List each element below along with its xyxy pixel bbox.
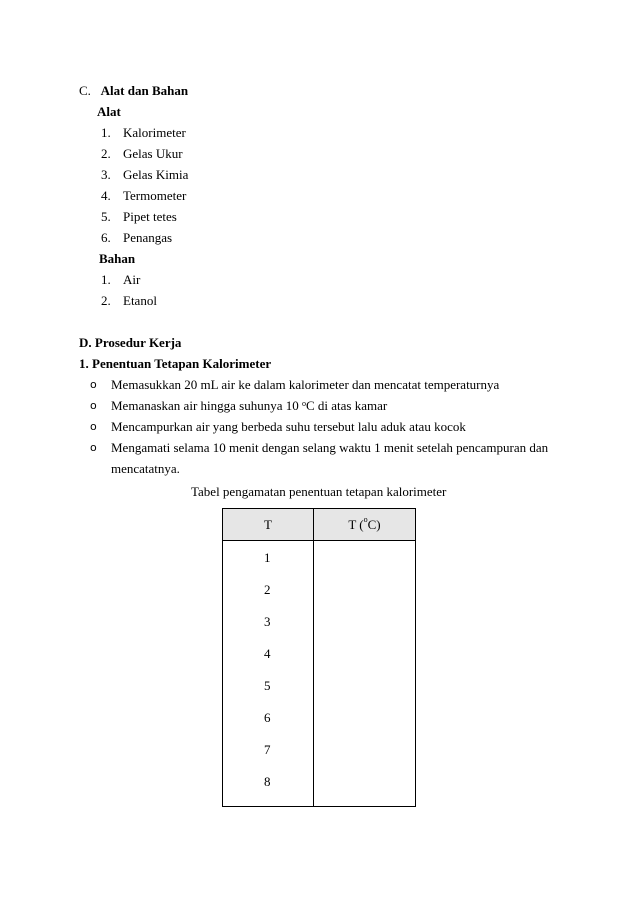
bullet-icon: o [90,420,97,433]
procedure-step: Mencampurkan air yang berbeda suhu tersebut lalu aduk atau kocok [111,419,466,434]
list-item: 2. Etanol [101,293,157,308]
bullet-icon: o [90,399,97,412]
list-item: 1. Kalorimeter [101,125,186,140]
table-row-number: 6 [264,710,271,725]
column-header-temperature: T ($^o$C) [314,509,416,541]
list-item: 6. Penangas [101,230,173,245]
observation-table [222,508,416,807]
bullet-icon: o [90,441,97,454]
section-d-title: D. Prosedur Kerja [79,335,182,350]
temperature-column-cell [314,541,416,807]
section-d-subtitle: 1. Penentuan Tetapan Kalorimeter [79,356,272,371]
table-row-number: 8 [264,774,271,789]
table-header-row [223,509,416,541]
table-caption: Tabel pengamatan penentuan tetapan kalorimeter [191,484,447,499]
table-row [223,541,416,807]
procedure-step: Memasukkan 20 mL air ke dalam kalorimeter dan mencatat temperaturnya [111,377,500,392]
procedure-step-continuation: mencatatnya. [111,461,180,476]
list-item: 3. Gelas Kimia [101,167,189,182]
list-item: 1. Air [101,272,141,287]
table-row-number: 7 [264,742,271,757]
section-c-title: Alat dan Bahan [100,83,189,98]
list-item: 2. Gelas Ukur [101,146,183,161]
list-item: 5. Pipet tetes [101,209,177,224]
bahan-heading: Bahan [99,251,136,266]
section-c-heading [79,83,188,99]
time-column-cell [223,541,314,807]
table-row-number: 5 [264,678,271,693]
bullet-icon: o [90,378,97,391]
column-header-time: T [223,509,314,541]
procedure-step: Mengamati selama 10 menit dengan selang waktu 1 menit setelah pencampuran dan [111,440,549,455]
table-row-number: 1 [264,550,271,565]
table-row-number: 4 [264,646,271,661]
table-row-number: 2 [264,582,271,597]
list-item: 4. Termometer [101,188,187,203]
section-c-letter: C. [79,83,91,98]
table-row-number: 3 [264,614,271,629]
alat-heading: Alat [97,104,121,119]
procedure-step: Memanaskan air hingga suhunya 10 $^o$C di atas kamar [111,398,388,413]
